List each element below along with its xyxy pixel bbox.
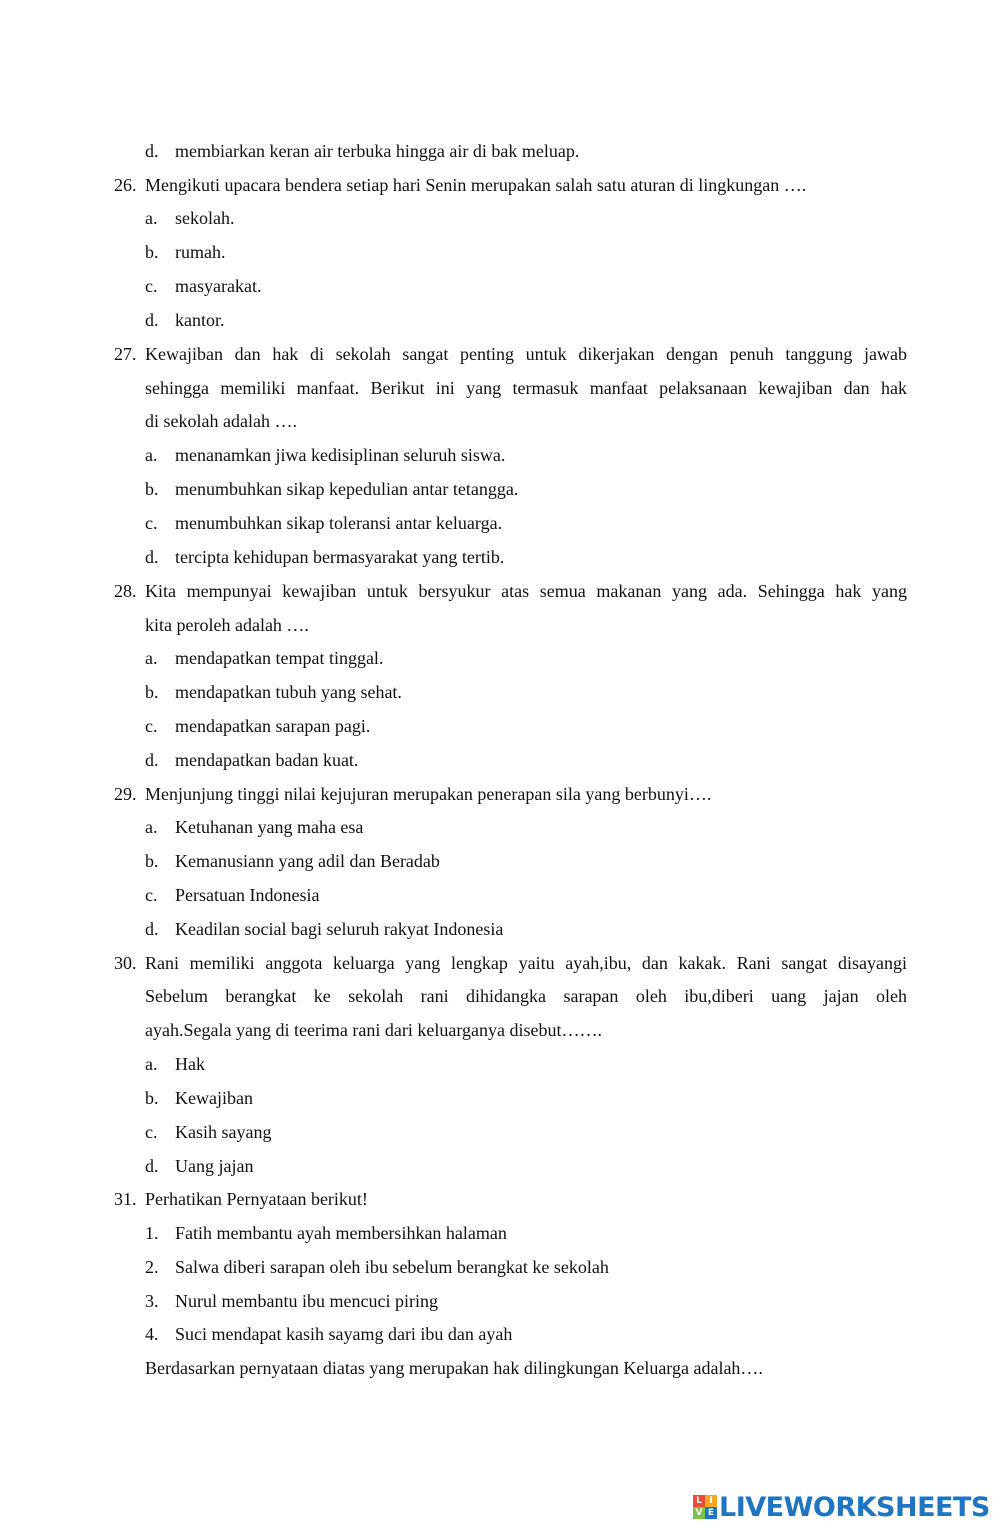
question-text: sehingga memiliki manfaat. Berikut ini yang termasuk manfaat pelaksanaan kewajiban dan hak — [145, 378, 907, 398]
option-text: sekolah. — [175, 208, 235, 228]
option-text: Kemanusiann yang adil dan Beradab — [175, 851, 440, 871]
option-text: menumbuhkan sikap kepedulian antar tetangga. — [175, 479, 519, 499]
question-number: 31. — [114, 1189, 137, 1209]
liveworksheets-logo[interactable] — [693, 1491, 990, 1523]
question-text: ayah.Segala yang di teerima rani dari keluarganya disebut……. — [145, 1020, 603, 1040]
statement-label: 1. — [145, 1223, 159, 1243]
statement-text: Salwa diberi sarapan oleh ibu sebelum berangkat ke sekolah — [175, 1257, 609, 1277]
option-label: a. — [145, 208, 158, 228]
option-label: d. — [145, 310, 159, 330]
question-text: di sekolah adalah …. — [145, 411, 297, 431]
option-label: c. — [145, 276, 158, 296]
statement-text: Suci mendapat kasih sayamg dari ibu dan ayah — [175, 1324, 513, 1344]
question-closing: Berdasarkan pernyataan diatas yang merupakan hak dilingkungan Keluarga adalah…. — [145, 1358, 763, 1378]
option-text: Ketuhanan yang maha esa — [175, 817, 364, 837]
question-number: 28. — [114, 581, 137, 601]
logo-mark-icon — [693, 1495, 717, 1519]
option-text: Persatuan Indonesia — [175, 885, 320, 905]
question-number: 26. — [114, 175, 137, 195]
option-text: Kewajiban — [175, 1088, 253, 1108]
question-text: Perhatikan Pernyataan berikut! — [145, 1189, 368, 1209]
question-text: Rani memiliki anggota keluarga yang lengkap yaitu ayah,ibu, dan kakak. Rani sangat disayangi — [145, 953, 907, 973]
option-text: mendapatkan tubuh yang sehat. — [175, 682, 402, 702]
option-label: d. — [145, 1156, 159, 1176]
option-label: d. — [145, 750, 159, 770]
option-text: masyarakat. — [175, 276, 262, 296]
question-number: 29. — [114, 784, 137, 804]
statement-label: 3. — [145, 1291, 159, 1311]
question-text: Kewajiban dan hak di sekolah sangat penting untuk dikerjakan dengan penuh tanggung jawab — [145, 344, 907, 364]
option-label: d. — [145, 547, 159, 567]
logo-text: LIVEWORKSHEETS — [719, 1491, 990, 1523]
logo-letter: L — [693, 1495, 705, 1507]
option-label: b. — [145, 1088, 159, 1108]
statement-label: 4. — [145, 1324, 159, 1344]
option-label: a. — [145, 1054, 158, 1074]
option-label: a. — [145, 445, 158, 465]
option-label: d. — [145, 141, 159, 161]
logo-letter: V — [693, 1507, 705, 1519]
question-text: Menjunjung tinggi nilai kejujuran merupakan penerapan sila yang berbunyi…. — [145, 784, 712, 804]
statement-text: Nurul membantu ibu mencuci piring — [175, 1291, 438, 1311]
option-text: Keadilan social bagi seluruh rakyat Indonesia — [175, 919, 504, 939]
option-text: tercipta kehidupan bermasyarakat yang tertib. — [175, 547, 505, 567]
option-label: c. — [145, 716, 158, 736]
option-text: mendapatkan sarapan pagi. — [175, 716, 371, 736]
option-text: mendapatkan badan kuat. — [175, 750, 359, 770]
option-label: a. — [145, 817, 158, 837]
question-text: Mengikuti upacara bendera setiap hari Senin merupakan salah satu aturan di lingkungan …. — [145, 175, 807, 195]
option-label: b. — [145, 242, 159, 262]
question-number: 30. — [114, 953, 137, 973]
question-text: Sebelum berangkat ke sekolah rani dihidangka sarapan oleh ibu,diberi uang jajan oleh — [145, 986, 907, 1006]
logo-letter: E — [705, 1507, 717, 1519]
option-label: b. — [145, 479, 159, 499]
option-label: b. — [145, 851, 159, 871]
statement-text: Fatih membantu ayah membersihkan halaman — [175, 1223, 507, 1243]
option-text: kantor. — [175, 310, 225, 330]
logo-letter: I — [705, 1495, 717, 1507]
option-text: mendapatkan tempat tinggal. — [175, 648, 384, 668]
option-text: membiarkan keran air terbuka hingga air di bak meluap. — [175, 141, 580, 161]
option-label: c. — [145, 1122, 158, 1142]
option-text: rumah. — [175, 242, 226, 262]
option-label: c. — [145, 885, 158, 905]
option-label: c. — [145, 513, 158, 533]
option-label: a. — [145, 648, 158, 668]
statement-label: 2. — [145, 1257, 159, 1277]
option-text: Kasih sayang — [175, 1122, 272, 1142]
option-text: menumbuhkan sikap toleransi antar keluarga. — [175, 513, 503, 533]
option-label: b. — [145, 682, 159, 702]
option-text: menanamkan jiwa kedisiplinan seluruh siswa. — [175, 445, 506, 465]
question-text: kita peroleh adalah …. — [145, 615, 309, 635]
question-text: Kita mempunyai kewajiban untuk bersyukur atas semua makanan yang ada. Sehingga hak yang — [145, 581, 907, 601]
option-text: Uang jajan — [175, 1156, 254, 1176]
option-text: Hak — [175, 1054, 205, 1074]
option-label: d. — [145, 919, 159, 939]
question-number: 27. — [114, 344, 137, 364]
